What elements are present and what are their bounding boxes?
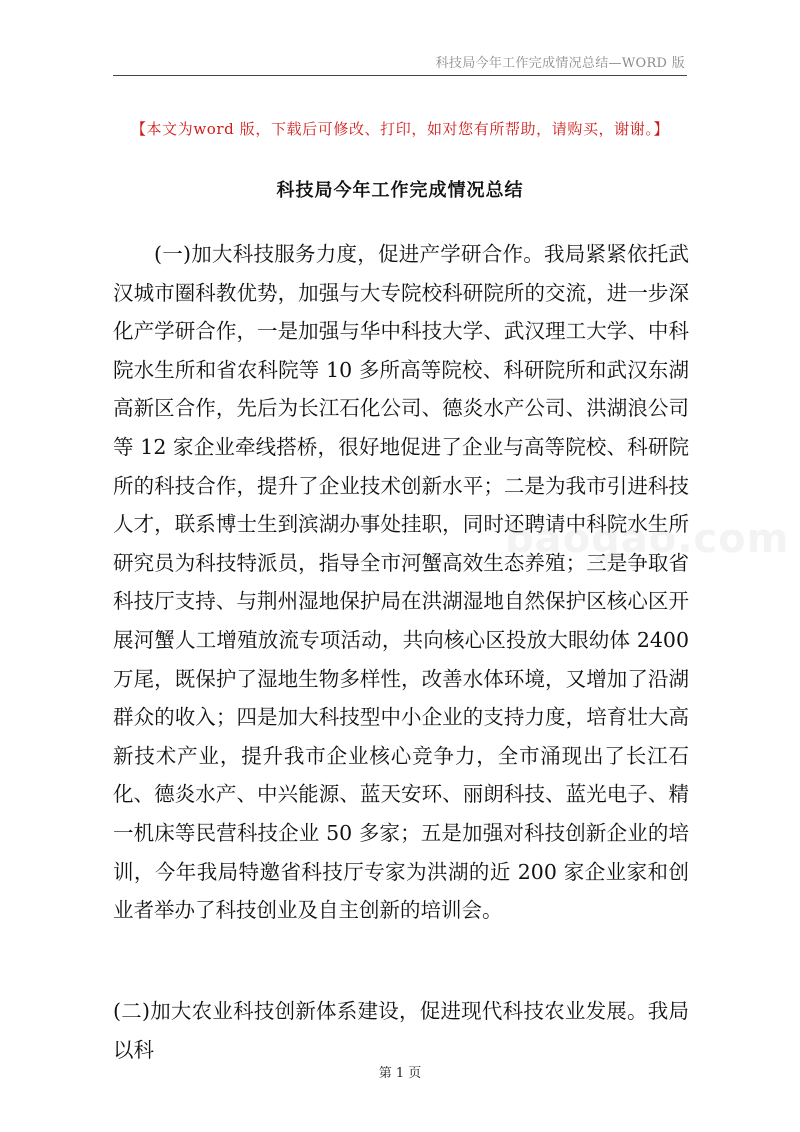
body-paragraph-1: (一)加大科技服务力度，促进产学研合作。我局紧紧依托武汉城市圈科教优势，加强与大专院校科研院所的交流，进一步深化产学研合作，一是加强与华中科技大学、武汉理工大学、中科院水生所和省农科院等 10 多所高等院校、科研院所和武汉东湖高新区合作，先后为长江石化公司、德炎水产公司、洪湖浪公司等 12 家企业牵线搭桥，很好地促进了企业与高等院校、科研院所的科技合作，提升了企业技术创新水平；二是为我市引进科技人才，联系博士生到滨湖办事处挂职，同时还聘请中科院水生所研究员为科技特派员，指导全市河蟹高效生态养殖；三是争取省科技厅支持、与荆州湿地保护局在洪湖湿地自然保护区核心区开展河蟹人工增殖放流专项活动，共向核心区投放大眼幼体 2400 万尾，既保护了湿地生物多样性，改善水体环境，又增加了沿湖群众的收入；四是加大科技型中小企业的支持力度，培育壮大高新技术产业，提升我市企业核心竞争力，全市涌现出了长江石化、德炎水产、中兴能源、蓝天安环、丽朗科技、蓝光电子、精一机床等民营科技企业 50 多家；五是加强对科技创新企业的培训，今年我局特邀省科技厅专家为洪湖的近 200 家企业家和创业者举办了科技创业及自主创新的培训会。	[113, 242, 689, 923]
watermark: baogao.com	[505, 516, 790, 562]
purchase-notice: 【本文为word 版，下载后可修改、打印，如对您有所帮助，请购买，谢谢。】	[130, 120, 670, 138]
header-divider	[113, 75, 687, 76]
running-header: 科技局今年工作完成情况总结—WORD 版	[435, 56, 685, 71]
body-paragraph-2: (二)加大农业科技创新体系建设，促进现代科技农业发展。我局以科	[113, 999, 689, 1062]
document-title: 科技局今年工作完成情况总结	[276, 180, 524, 201]
page-number: 第 1 页	[378, 1066, 422, 1081]
